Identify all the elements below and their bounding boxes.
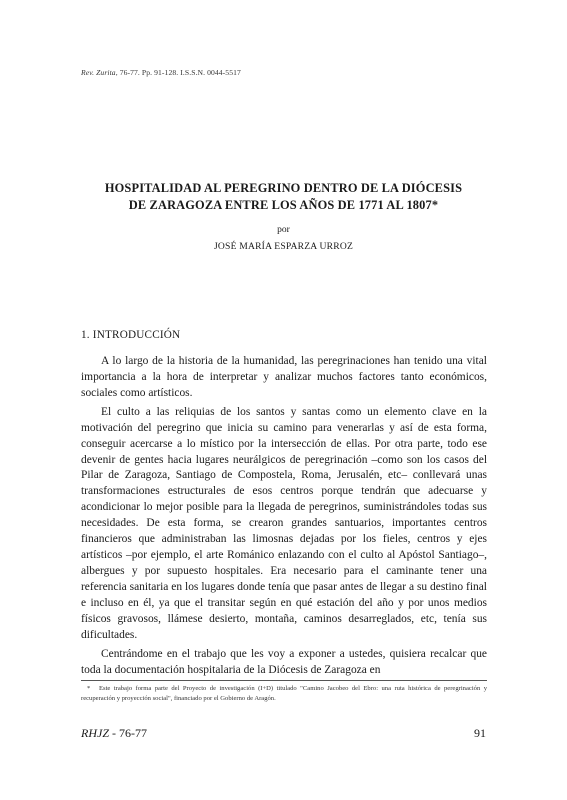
author-name: JOSÉ MARÍA ESPARZA URROZ — [213, 241, 354, 252]
footer-journal-name: RHJZ — [81, 726, 109, 740]
journal-abbrev: Rev. Zurita, — [81, 68, 118, 77]
citation-details: 76-77. Pp. 91-128. I.S.S.N. 0044-5517 — [119, 68, 241, 77]
paragraph: A lo largo de la historia de la humanidad, las peregrinaciones han tenido una vital importancia a la hora de interpretar y analizar muchos factores tanto económicos, sociales como artísticos. — [81, 355, 487, 399]
footnote — [81, 684, 487, 703]
title-line-2: DE ZARAGOZA ENTRE LOS AÑOS DE 1771 AL 1807* — [128, 198, 439, 212]
paragraph: El culto a las reliquias de los santos y santas como un elemento clave en la motivación del peregrino que inicia su camino para venerarlas y así de esta forma, conseguir acercarse a lo místico por la intersección de ellas. Por otra parte, todo ese devenir de gentes hacia lugares neurálgicos de peregrinación –como son los casos del Pilar de Zaragoza, Santiago de Compostela, Roma, Jerusalén, etc– conllevará unas transformaciones estructurales de esos centros porque tendrán que adecuarse y acondicionar lo mejor posible para la llegada de peregrinos, suministrándoles todas sus necesidades. De esta forma, se crearon grandes santuarios, importantes centros financieros que administraban las limosnas dejadas por los fieles, centros y ejes artísticos –por ejemplo, el arte Románico enlazando con el culto al Apóstol Santiago–, albergues y por supuesto hospitales. Era necesario para el caminante tener una referencia sanitaria en los lugares donde tenía que pasar antes de llegar a su destino final e incluso en él, ya que el transitar según en qué estación del año y por unos medios físicos gravosos, llámese desierto, montaña, caminos desarreglados, etc, tenía sus dificultades. — [81, 405, 487, 641]
footer-volume: - 76-77 — [109, 726, 147, 740]
section-heading: 1. INTRODUCCIÓN — [81, 329, 181, 341]
footnote-text: Este trabajo forma parte del Proyecto de investigación (I+D) titulado "Camino Jacobeo del Ebro: una ruta histórica de peregrinación y recuperación y proyección social", financiado por el Gobierno de Aragón. — [81, 685, 487, 702]
body-text — [81, 354, 487, 678]
title-line-1: HOSPITALIDAD AL PEREGRINO DENTRO DE LA DIÓCESIS — [104, 181, 463, 195]
footnote-mark: * — [87, 685, 91, 692]
article-title — [70, 180, 497, 214]
paragraph: Centrándome en el trabajo que les voy a exponer a ustedes, quisiera recalcar que toda la documentación hospitalaria de la Diócesis de Zaragoza en — [81, 647, 487, 676]
footer-journal — [81, 726, 147, 741]
footnote-divider — [81, 680, 487, 681]
journal-citation — [81, 68, 241, 77]
page-number: 91 — [474, 726, 486, 740]
byline-por: por — [277, 225, 290, 235]
